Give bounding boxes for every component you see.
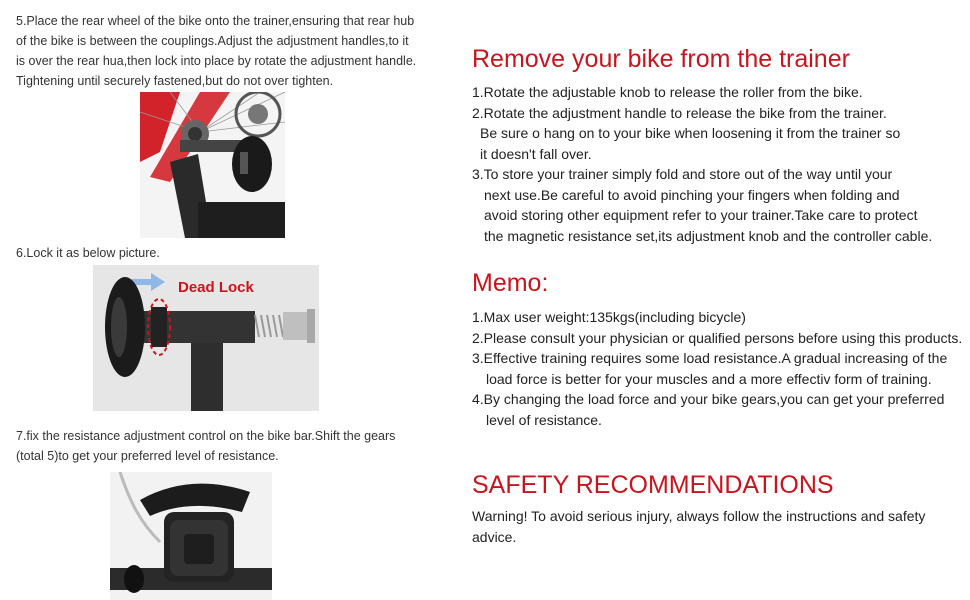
memo-line: load force is better for your muscles and a more effectiv form of training.	[486, 370, 932, 387]
remove-line: Be sure o hang on to your bike when loosening it from the trainer so	[480, 125, 901, 141]
remove-text	[472, 82, 967, 246]
remove-line: it doesn't fall over.	[480, 145, 592, 162]
step6-text: 6.Lock it as below picture.	[16, 246, 160, 260]
dead-lock-photo	[93, 265, 319, 411]
step5-line: of the bike is between the couplings.Adjust the adjustment handles,to it	[16, 34, 409, 48]
step7-text	[16, 426, 456, 466]
step5-text	[16, 11, 456, 91]
memo-line: 4.By changing the load force and your bike gears,you can get your preferred	[472, 391, 945, 407]
memo-line: level of resistance.	[486, 411, 602, 428]
resistance-controller-photo	[110, 472, 272, 600]
memo-heading: Memo:	[472, 269, 549, 297]
remove-line: the magnetic resistance set,its adjustment knob and the controller cable.	[484, 227, 933, 244]
rear-wheel-trainer-photo	[140, 92, 285, 238]
safety-heading: SAFETY RECOMMENDATIONS	[472, 471, 834, 499]
step5-line: is over the rear hua,then lock into place by rotate the adjustment handle.	[16, 54, 417, 68]
remove-line: 3.To store your trainer simply fold and store out of the way until your	[472, 166, 893, 182]
safety-text	[472, 506, 967, 547]
memo-line: 3.Effective training requires some load resistance.A gradual increasing of the	[472, 350, 948, 366]
memo-line: 1.Max user weight:135kgs(including bicycle)	[472, 309, 746, 325]
memo-text	[472, 307, 967, 430]
remove-heading: Remove your bike from the trainer	[472, 45, 850, 73]
safety-line: advice.	[472, 528, 517, 545]
remove-line: 1.Rotate the adjustable knob to release the roller from the bike.	[472, 84, 863, 100]
dead-lock-label: Dead Lock	[178, 279, 254, 296]
step5-line: 5.Place the rear wheel of the bike onto the trainer,ensuring that rear hub	[16, 14, 415, 28]
step5-line: Tightening until securely fastened,but do not over tighten.	[16, 74, 334, 88]
remove-line: 2.Rotate the adjustment handle to release the bike from the trainer.	[472, 104, 887, 121]
step7-line: (total 5)to get your preferred level of resistance.	[16, 449, 279, 463]
remove-line: next use.Be careful to avoid pinching your fingers when folding and	[484, 186, 900, 203]
remove-line: avoid storing other equipment refer to your trainer.Take care to protect	[484, 207, 918, 223]
safety-line: Warning! To avoid serious injury, always follow the instructions and safety	[472, 508, 926, 524]
memo-line: 2.Please consult your physician or qualified persons before using this products.	[472, 329, 963, 346]
step7-line: 7.fix the resistance adjustment control on the bike bar.Shift the gears	[16, 429, 396, 443]
